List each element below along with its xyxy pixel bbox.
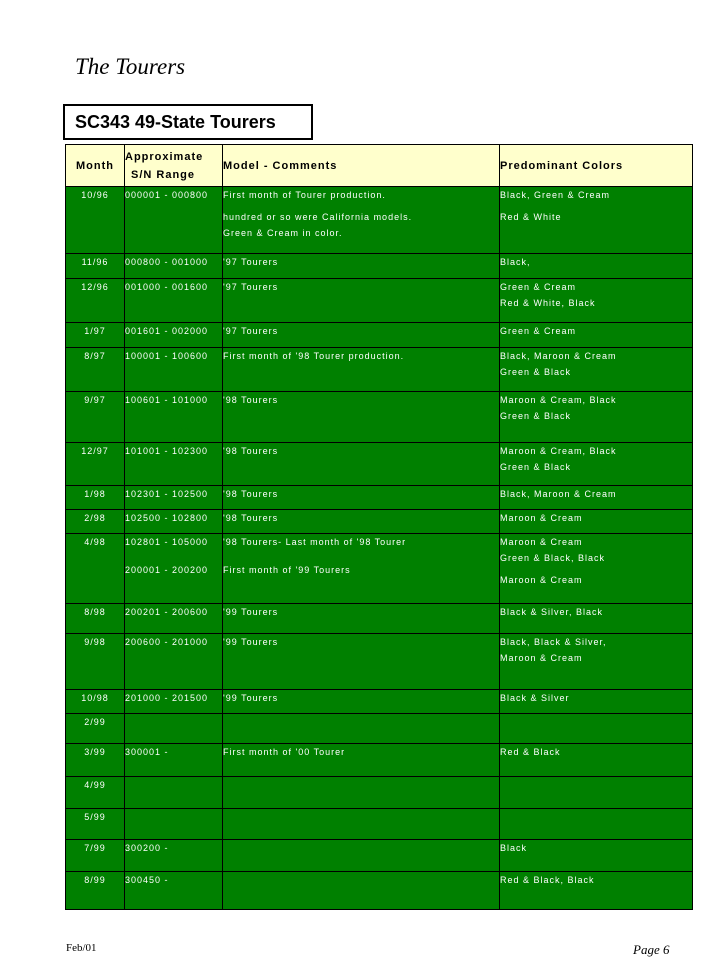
colors-cell-line: Red & White	[500, 212, 562, 222]
month-cell	[66, 809, 125, 840]
month-cell	[66, 604, 125, 634]
model-comments-cell	[223, 840, 500, 872]
model-comments-cell-line: '98 Tourers	[223, 513, 279, 523]
sn-range-cell	[125, 392, 223, 443]
colors-cell	[500, 443, 693, 486]
month-cell	[66, 744, 125, 777]
model-comments-cell-line: First month of '99 Tourers	[223, 565, 351, 575]
model-comments-cell	[223, 714, 500, 744]
colors-cell	[500, 634, 693, 690]
tourers-table	[65, 144, 693, 910]
sn-range-cell	[125, 777, 223, 809]
model-comments-cell	[223, 510, 500, 534]
table-row	[66, 254, 693, 279]
colors-cell	[500, 510, 693, 534]
sn-range-cell	[125, 809, 223, 840]
sn-range-cell	[125, 323, 223, 348]
sn-range-cell	[125, 187, 223, 254]
colors-cell	[500, 486, 693, 510]
month-cell-text: 12/97	[81, 446, 109, 456]
colors-cell-line: Black, Maroon & Cream	[500, 489, 617, 499]
table-row	[66, 744, 693, 777]
sn-range-cell-line: 001000 - 001600	[125, 282, 209, 292]
colors-cell	[500, 604, 693, 634]
sn-range-cell-line: 100001 - 100600	[125, 351, 209, 361]
colors-cell-line: Black & Silver, Black	[500, 607, 604, 617]
page-title: The Tourers	[75, 54, 186, 79]
sn-range-cell-line: 300200 -	[125, 843, 169, 853]
month-cell-text: 1/98	[84, 489, 106, 499]
model-comments-cell-line: '98 Tourers	[223, 489, 279, 499]
sn-range-cell-line: 200600 - 201000	[125, 637, 209, 647]
table-row	[66, 187, 693, 254]
sn-range-cell	[125, 443, 223, 486]
colors-cell	[500, 534, 693, 604]
table-row	[66, 690, 693, 714]
table-row	[66, 510, 693, 534]
colors-cell-line: Green & Black	[500, 411, 572, 421]
model-comments-cell-line: '97 Tourers	[223, 257, 279, 267]
month-cell	[66, 634, 125, 690]
month-cell-text: 4/98	[84, 537, 106, 547]
sn-range-cell-line: 101001 - 102300	[125, 446, 209, 456]
month-cell	[66, 348, 125, 392]
colors-cell-line: Maroon & Cream	[500, 537, 583, 547]
colors-cell-line: Maroon & Cream, Black	[500, 446, 617, 456]
model-comments-cell-line: '98 Tourers- Last month of '98 Tourer	[223, 537, 407, 547]
sn-range-cell	[125, 534, 223, 604]
header-predominant-colors: Predominant Colors	[500, 145, 693, 187]
model-comments-cell-line: '99 Tourers	[223, 607, 279, 617]
sn-range-cell-line: 000001 - 000800	[125, 190, 209, 200]
sn-range-cell-line: 102301 - 102500	[125, 489, 209, 499]
model-comments-cell-line: '99 Tourers	[223, 637, 279, 647]
colors-cell	[500, 323, 693, 348]
model-comments-cell	[223, 744, 500, 777]
model-comments-cell-line: '97 Tourers	[223, 326, 279, 336]
colors-cell-line: Green & Cream	[500, 326, 577, 336]
sn-range-cell-line: 100601 - 101000	[125, 395, 209, 405]
colors-cell-line: Red & Black	[500, 747, 561, 757]
model-comments-cell-line: '98 Tourers	[223, 395, 279, 405]
colors-cell-line: Black, Maroon & Cream	[500, 351, 617, 361]
colors-cell-line: Black, Black & Silver,	[500, 637, 607, 647]
sn-range-cell	[125, 634, 223, 690]
month-cell	[66, 872, 125, 910]
model-comments-cell	[223, 872, 500, 910]
month-cell-text: 2/98	[84, 513, 106, 523]
model-comments-cell	[223, 392, 500, 443]
header-month: Month	[66, 145, 125, 187]
model-comments-cell-line: First month of '00 Tourer	[223, 747, 346, 757]
table-row	[66, 443, 693, 486]
month-cell	[66, 187, 125, 254]
header-row	[66, 145, 693, 187]
sn-range-cell	[125, 604, 223, 634]
colors-cell-line: Black & Silver	[500, 693, 570, 703]
colors-cell-line: Black	[500, 843, 528, 853]
month-cell-text: 12/96	[81, 282, 109, 292]
month-cell	[66, 254, 125, 279]
table-row	[66, 809, 693, 840]
colors-cell	[500, 279, 693, 323]
table-row	[66, 777, 693, 809]
sn-range-cell	[125, 348, 223, 392]
sn-range-cell	[125, 714, 223, 744]
sn-range-cell-line: 200201 - 200600	[125, 607, 209, 617]
model-comments-cell	[223, 809, 500, 840]
model-comments-cell-line: hundred or so were California models.	[223, 212, 413, 222]
table-row	[66, 279, 693, 323]
month-cell	[66, 279, 125, 323]
table-row	[66, 348, 693, 392]
sn-range-cell	[125, 279, 223, 323]
model-comments-cell	[223, 323, 500, 348]
month-cell	[66, 443, 125, 486]
colors-cell	[500, 744, 693, 777]
colors-cell	[500, 809, 693, 840]
sn-range-cell	[125, 840, 223, 872]
header-sn-line2: S/N Range	[131, 168, 196, 181]
colors-cell	[500, 392, 693, 443]
colors-cell-line: Black, Green & Cream	[500, 190, 611, 200]
colors-cell-line: Maroon & Cream	[500, 575, 583, 585]
section-title-box: SC343 49-State Tourers	[63, 104, 313, 140]
month-cell	[66, 690, 125, 714]
sn-range-cell-line: 300001 -	[125, 747, 169, 757]
table-row	[66, 604, 693, 634]
header-model-comments: Model - Comments	[223, 145, 500, 187]
model-comments-cell	[223, 534, 500, 604]
month-cell	[66, 534, 125, 604]
month-cell	[66, 714, 125, 744]
sn-range-cell-line: 300450 -	[125, 875, 169, 885]
footer-date: Feb/01	[66, 942, 97, 954]
table-row	[66, 634, 693, 690]
header-sn-line1: Approximate	[125, 150, 204, 163]
month-cell	[66, 777, 125, 809]
table-row	[66, 872, 693, 910]
sn-range-cell	[125, 486, 223, 510]
colors-cell	[500, 187, 693, 254]
sn-range-cell	[125, 254, 223, 279]
model-comments-cell	[223, 348, 500, 392]
model-comments-cell-line: '99 Tourers	[223, 693, 279, 703]
month-cell	[66, 510, 125, 534]
month-cell	[66, 840, 125, 872]
sn-range-cell-line: 001601 - 002000	[125, 326, 209, 336]
colors-cell-line: Green & Black, Black	[500, 553, 606, 563]
sn-range-cell-line: 200001 - 200200	[125, 565, 209, 575]
colors-cell	[500, 690, 693, 714]
table-row	[66, 840, 693, 872]
month-cell-text: 10/98	[81, 693, 109, 703]
sn-range-cell-line: 000800 - 001000	[125, 257, 209, 267]
colors-cell	[500, 872, 693, 910]
colors-cell-line: Red & White, Black	[500, 298, 596, 308]
sn-range-cell	[125, 510, 223, 534]
month-cell-text: 9/98	[84, 637, 106, 647]
month-cell-text: 3/99	[84, 747, 106, 757]
model-comments-cell	[223, 604, 500, 634]
table-row	[66, 486, 693, 510]
footer-page-number: Page 6	[633, 942, 670, 957]
month-cell	[66, 323, 125, 348]
table-row	[66, 392, 693, 443]
colors-cell-line: Green & Cream	[500, 282, 577, 292]
colors-cell	[500, 840, 693, 872]
table-row	[66, 714, 693, 744]
colors-cell-line: Maroon & Cream	[500, 653, 583, 663]
month-cell-text: 7/99	[84, 843, 106, 853]
colors-cell-line: Green & Black	[500, 367, 572, 377]
model-comments-cell	[223, 777, 500, 809]
colors-cell-line: Maroon & Cream, Black	[500, 395, 617, 405]
month-cell-text: 2/99	[84, 717, 106, 727]
month-cell	[66, 486, 125, 510]
model-comments-cell-line: Green & Cream in color.	[223, 228, 343, 238]
model-comments-cell-line: First month of '98 Tourer production.	[223, 351, 405, 361]
colors-cell-line: Green & Black	[500, 462, 572, 472]
sn-range-cell-line: 102801 - 105000	[125, 537, 209, 547]
colors-cell-line: Black,	[500, 257, 531, 267]
sn-range-cell-line: 201000 - 201500	[125, 693, 209, 703]
month-cell-text: 1/97	[84, 326, 106, 336]
month-cell-text: 4/99	[84, 780, 106, 790]
colors-cell	[500, 348, 693, 392]
header-sn-range	[125, 145, 223, 187]
model-comments-cell-line: '97 Tourers	[223, 282, 279, 292]
colors-cell-line: Maroon & Cream	[500, 513, 583, 523]
model-comments-cell	[223, 443, 500, 486]
month-cell	[66, 392, 125, 443]
model-comments-cell	[223, 279, 500, 323]
colors-cell	[500, 777, 693, 809]
model-comments-cell	[223, 187, 500, 254]
colors-cell-line: Red & Black, Black	[500, 875, 595, 885]
month-cell-text: 9/97	[84, 395, 106, 405]
sn-range-cell	[125, 872, 223, 910]
table-row	[66, 534, 693, 604]
colors-cell	[500, 254, 693, 279]
model-comments-cell	[223, 634, 500, 690]
month-cell-text: 5/99	[84, 812, 106, 822]
month-cell-text: 8/98	[84, 607, 106, 617]
sn-range-cell-line: 102500 - 102800	[125, 513, 209, 523]
month-cell-text: 10/96	[81, 190, 109, 200]
month-cell-text: 8/99	[84, 875, 106, 885]
model-comments-cell	[223, 690, 500, 714]
model-comments-cell	[223, 486, 500, 510]
model-comments-cell-line: '98 Tourers	[223, 446, 279, 456]
month-cell-text: 8/97	[84, 351, 106, 361]
sn-range-cell	[125, 690, 223, 714]
sn-range-cell	[125, 744, 223, 777]
table-row	[66, 323, 693, 348]
colors-cell	[500, 714, 693, 744]
model-comments-cell-line: First month of Tourer production.	[223, 190, 386, 200]
model-comments-cell	[223, 254, 500, 279]
month-cell-text: 11/96	[81, 257, 109, 267]
